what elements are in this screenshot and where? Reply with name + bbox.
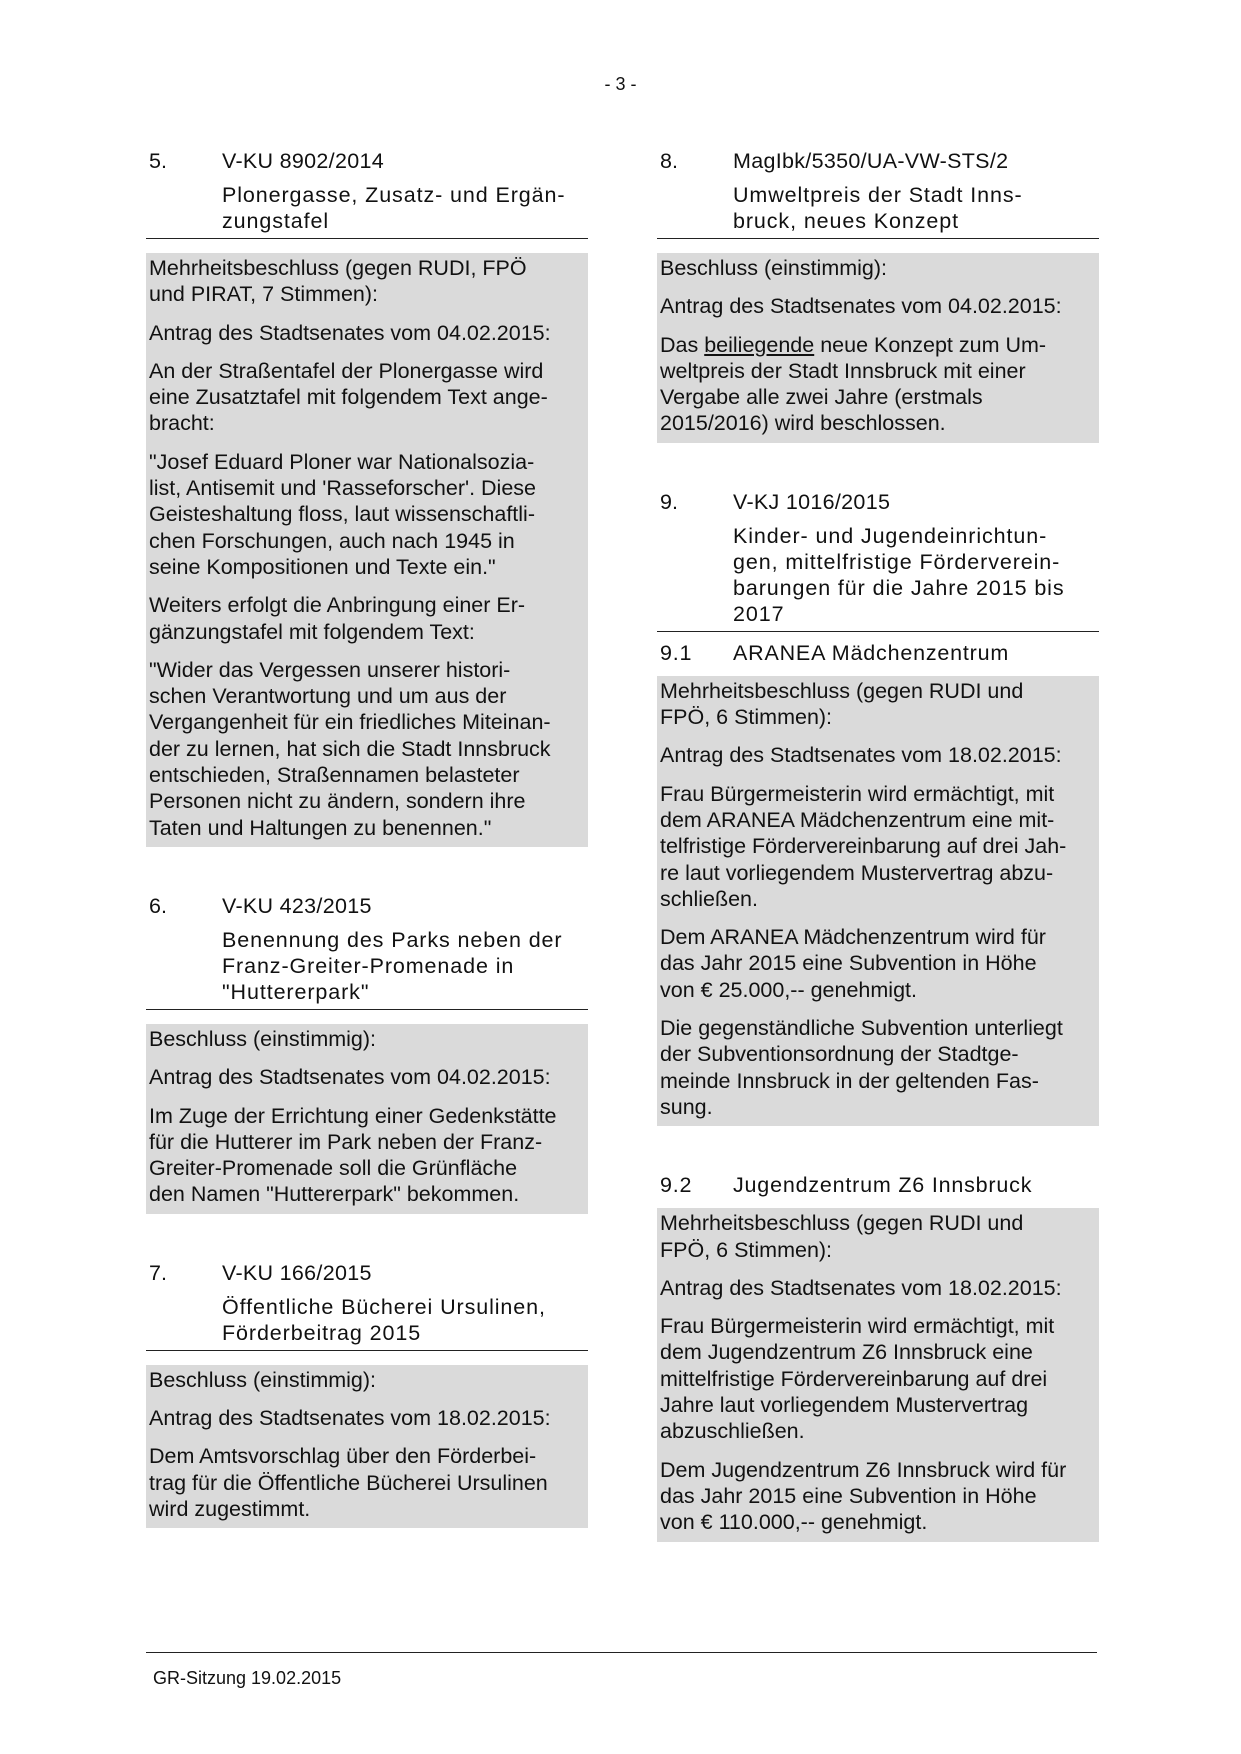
paragraph: Dem ARANEA Mädchenzentrum wird für das Jahr 2015 eine Subvention in Höhe von € 25.000,-- genehmigt. <box>660 925 1046 1002</box>
attachment-link[interactable]: beiliegende <box>704 332 815 357</box>
quote-paragraph: "Josef Eduard Ploner war Nationalsozia- list, Antisemit und 'Rasseforscher'. Diese Geisteshaltung floss, laut wissenschaftli- chen Forschungen, auch nach 1945 in seine Kompositionen und Texte ein." <box>149 449 536 579</box>
item-header <box>146 893 588 919</box>
agenda-item-5 <box>146 148 588 847</box>
item-subject: Kinder- und Jugendeinrichtun- gen, mittelfristige Förderverein- barungen für die Jahre 2015 bis 2017 <box>733 523 1065 626</box>
motion-line: Antrag des Stadtsenates vom 18.02.2015: <box>149 1406 551 1431</box>
item-number: 9.1 <box>660 640 693 665</box>
sub-item-header <box>657 1172 1099 1198</box>
paragraph: Die gegenständliche Subvention unterliegt der Subventionsordnung der Stadtge- meinde Innsbruck in der geltenden Fas- sung. <box>660 1016 1063 1119</box>
item-reference: V-KU 166/2015 <box>222 1260 372 1285</box>
sub-item-header <box>657 632 1099 666</box>
item-title: ARANEA Mädchenzentrum <box>733 640 1010 665</box>
item-number: 7. <box>149 1260 167 1285</box>
item-subject: Plonergasse, Zusatz- und Ergän- zungstafel <box>222 183 566 233</box>
resolution-box <box>657 1208 1099 1541</box>
item-reference: V-KU 423/2015 <box>222 893 372 918</box>
paragraph: Im Zuge der Errichtung einer Gedenkstätte für die Hutterer im Park neben der Franz- Greiter-Promenade soll die Grünfläche den Namen "Huttererpark" bekommen. <box>149 1103 557 1207</box>
item-header <box>146 148 588 174</box>
item-number: 6. <box>149 893 167 918</box>
paragraph: Dem Jugendzentrum Z6 Innsbruck wird für das Jahr 2015 eine Subvention in Höhe von € 110.000,-- genehmigt. <box>660 1457 1067 1535</box>
footer-session-label: GR-Sitzung 19.02.2015 <box>153 1668 342 1688</box>
vote-result: Mehrheitsbeschluss (gegen RUDI und FPÖ, 6 Stimmen): <box>660 678 1024 730</box>
vote-result: Mehrheitsbeschluss (gegen RUDI, FPÖ und PIRAT, 7 Stimmen): <box>149 256 527 307</box>
item-number: 9. <box>660 489 678 514</box>
item-subject: Benennung des Parks neben der Franz-Greiter-Promenade in "Huttererpark" <box>222 927 563 1004</box>
divider <box>657 238 1099 239</box>
divider <box>146 1350 588 1351</box>
resolution-box <box>657 253 1099 443</box>
right-column <box>657 148 1099 1542</box>
paragraph: Das beiliegende neue Konzept zum Um- weltpreis der Stadt Innsbruck mit einer Vergabe alle zwei Jahre (erstmals 2015/2016) wird beschlossen. <box>660 332 1047 436</box>
motion-line: Antrag des Stadtsenates vom 18.02.2015: <box>660 1275 1062 1300</box>
item-reference: MagIbk/5350/UA-VW-STS/2 <box>733 149 1009 173</box>
resolution-box <box>146 1365 588 1528</box>
item-header <box>657 489 1099 515</box>
item-title: Jugendzentrum Z6 Innsbruck <box>733 1173 1033 1198</box>
agenda-item-8 <box>657 148 1099 443</box>
item-reference: V-KU 8902/2014 <box>222 149 384 173</box>
divider <box>146 238 588 239</box>
page-number: - 3 - <box>604 74 637 94</box>
paragraph: Dem Amtsvorschlag über den Förderbei- trag für die Öffentliche Bücherei Ursulinen wird zugestimmt. <box>149 1444 548 1521</box>
divider <box>146 1009 588 1010</box>
vote-result: Beschluss (einstimmig): <box>149 1367 376 1392</box>
vote-result: Beschluss (einstimmig): <box>660 256 887 280</box>
motion-line: Antrag des Stadtsenates vom 04.02.2015: <box>660 294 1062 319</box>
vote-result: Mehrheitsbeschluss (gegen RUDI und FPÖ, 6 Stimmen): <box>660 1211 1024 1262</box>
item-subject: Öffentliche Bücherei Ursulinen, Förderbeitrag 2015 <box>222 1294 546 1345</box>
item-number: 8. <box>660 149 678 173</box>
agenda-item-6 <box>146 893 588 1214</box>
motion-line: Antrag des Stadtsenates vom 04.02.2015: <box>149 1065 551 1090</box>
vote-result: Beschluss (einstimmig): <box>149 1026 376 1051</box>
quote-paragraph: "Wider das Vergessen unserer histori- schen Verantwortung und um aus der Vergangenheit für ein friedliches Miteinan- der zu lernen, hat sich die Stadt Innsbruck entschieden, Straßennamen belasteter Personen nicht zu ändern, sondern ihre Taten und Haltungen zu benennen." <box>149 657 551 840</box>
paragraph: Frau Bürgermeisterin wird ermächtigt, mit dem ARANEA Mädchenzentrum eine mit- telfristige Fördervereinbarung auf drei Jah- re laut vorliegendem Mustervertrag abzu- schließen. <box>660 781 1067 911</box>
item-number: 9.2 <box>660 1173 693 1198</box>
paragraph: An der Straßentafel der Plonergasse wird eine Zusatztafel mit folgendem Text ange- bracht: <box>149 358 548 436</box>
resolution-box <box>657 676 1099 1126</box>
item-subject: Umweltpreis der Stadt Inns- bruck, neues Konzept <box>733 183 1023 233</box>
agenda-item-7 <box>146 1260 588 1528</box>
resolution-box <box>146 253 588 847</box>
paragraph: Weiters erfolgt die Anbringung einer Er- gänzungstafel mit folgendem Text: <box>149 593 526 644</box>
agenda-item-9-1 <box>657 632 1099 1126</box>
agenda-item-9-2 <box>657 1172 1099 1541</box>
resolution-box <box>146 1024 588 1214</box>
left-column <box>146 148 588 1528</box>
item-header <box>657 148 1099 174</box>
footer-divider <box>146 1652 1097 1653</box>
motion-line: Antrag des Stadtsenates vom 04.02.2015: <box>149 320 551 345</box>
agenda-item-9 <box>657 489 1099 632</box>
item-reference: V-KJ 1016/2015 <box>733 489 891 514</box>
item-header <box>146 1260 588 1286</box>
item-number: 5. <box>149 149 167 173</box>
motion-line: Antrag des Stadtsenates vom 18.02.2015: <box>660 743 1062 768</box>
paragraph: Frau Bürgermeisterin wird ermächtigt, mit dem Jugendzentrum Z6 Innsbruck eine mittelfristige Fördervereinbarung auf drei Jahre laut vorliegendem Mustervertrag abzuschließen. <box>660 1314 1055 1444</box>
